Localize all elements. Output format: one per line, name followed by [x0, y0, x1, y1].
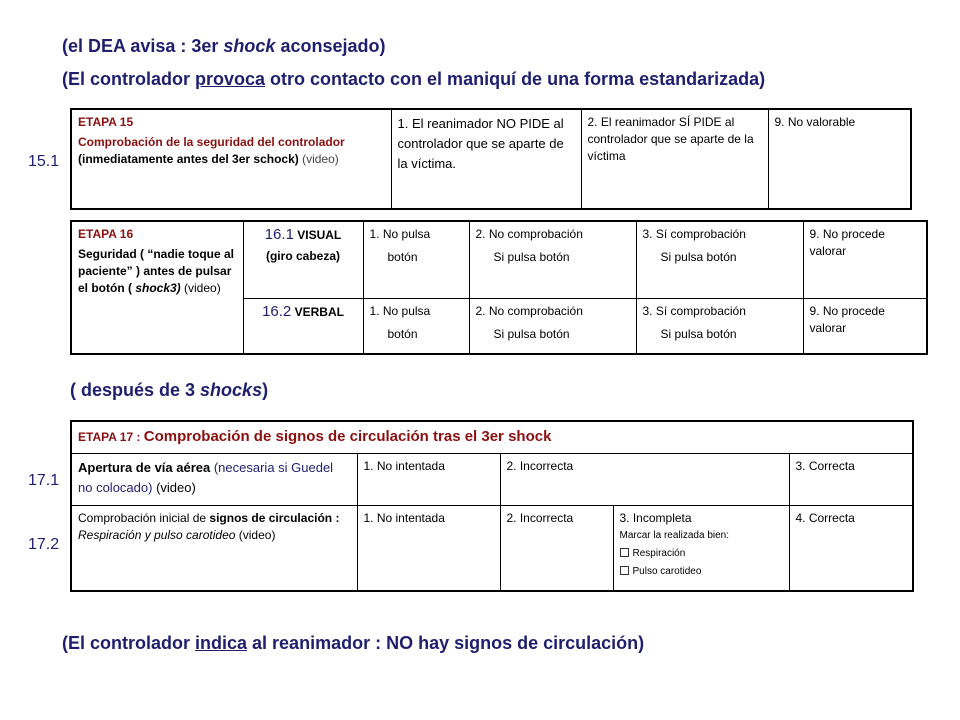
- table-row: [71, 453, 913, 505]
- etapa16-title: ETAPA 16: [78, 227, 134, 241]
- etapa17-signos-pre: Comprobación inicial de: [78, 510, 210, 525]
- etapa16-verbal-option-3a: 3. Sí comprobación: [642, 303, 746, 318]
- etapa15-desc-bold: (inmediatamente antes del 3er schock): [78, 152, 299, 166]
- heading-dea-pre: (el DEA avisa : 3er: [62, 36, 224, 56]
- etapa17-via-aerea-cell: [71, 453, 357, 505]
- etapa16-visual-label: VISUAL: [293, 228, 342, 242]
- etapa17-check-respiracion: [620, 547, 783, 561]
- etapa16-visual-option-1a: 1. No pulsa: [369, 227, 431, 241]
- etapa16-verbal-number: 16.2: [262, 302, 292, 320]
- heading-contacto: [62, 69, 765, 90]
- etapa17-signos-option-4: 4. Correcta: [789, 505, 913, 591]
- etapa15-desc-cell: [71, 109, 391, 209]
- etapa17-signos-cell: [71, 505, 357, 591]
- etapa17-title-main: Comprobación de signos de circulación tras el 3er shock: [143, 428, 552, 446]
- etapa16-desc-cell: [71, 221, 243, 354]
- etapa16-visual-option-9: 9. No procede valorar: [803, 221, 927, 298]
- etapa16-verbal-option-3b: Si pulsa botón: [660, 326, 737, 341]
- etapa15-option-9: 9. No valorable: [768, 109, 911, 209]
- etapa16-visual-option-1b: botón: [387, 250, 418, 264]
- etapa16-verbal-option-1b: botón: [387, 326, 418, 341]
- etapa17-via-aerea-video: (video): [152, 479, 196, 495]
- table-row: [71, 421, 913, 453]
- etapa17-signos-em: Respiración y pulso carotideo: [78, 527, 236, 542]
- etapa16-verbal-option-1a: 1. No pulsa: [369, 303, 431, 318]
- etapa17-signos-option-2: 2. Incorrecta: [500, 505, 613, 591]
- table-etapa-16: [70, 220, 928, 355]
- etapa16-verbal-option-2a: 2. No comprobación: [475, 303, 583, 318]
- etapa17-via-aerea-bold: Apertura de vía aérea: [78, 459, 211, 475]
- etapa16-verbal-option-3: [636, 298, 803, 354]
- etapa16-desc-video: (video): [180, 281, 221, 295]
- checkbox-icon: [620, 566, 629, 575]
- etapa16-visual-sub: (giro cabeza): [265, 249, 340, 263]
- etapa17-check-pulso-label: Pulso carotideo: [632, 565, 702, 577]
- etapa16-visual-option-2a: 2. No comprobación: [475, 227, 583, 241]
- etapa15-option-2: 2. El reanimador SÍ PIDE al controlador que se aparte de la víctima: [581, 109, 768, 209]
- etapa16-desc-em: shock3): [135, 281, 181, 295]
- heading-dea-post: aconsejado): [275, 36, 386, 56]
- heading-dea-aviso: [62, 36, 385, 57]
- etapa17-check-pulso: [620, 565, 783, 579]
- etapa17-title-cell: [71, 421, 913, 453]
- etapa15-title: ETAPA 15: [78, 115, 134, 129]
- etapa17-signos-bold: signos de circulación :: [209, 510, 340, 525]
- etapa17-check-respiracion-label: Respiración: [632, 547, 686, 559]
- heading-despues-post: ): [262, 380, 269, 400]
- heading-contacto-pre: (El controlador: [62, 69, 196, 89]
- etapa16-visual-cell: [243, 221, 363, 298]
- etapa16-verbal-option-1: [363, 298, 469, 354]
- etapa16-visual-number: 16.1: [264, 226, 294, 243]
- etapa17-incompleta-note: Marcar la realizada bien:: [619, 529, 729, 541]
- etapa17-via-aerea-option-3: 3. Correcta: [789, 453, 913, 505]
- etapa16-visual-option-3: [636, 221, 803, 298]
- etapa15-desc-red: Comprobación de la seguridad del controlador: [78, 135, 345, 149]
- etapa16-visual-option-3b: Si pulsa botón: [660, 250, 737, 264]
- heading-contacto-post: otro contacto con el maniquí de una forma estandarizada): [265, 69, 766, 89]
- heading-indica: [62, 633, 644, 654]
- heading-despues-em: shocks: [200, 380, 263, 400]
- side-number-15-1: 15.1: [28, 153, 60, 170]
- heading-indica-u: indica: [195, 633, 248, 653]
- etapa16-visual-option-2: [469, 221, 636, 298]
- etapa16-verbal-option-9: 9. No procede valorar: [803, 298, 927, 354]
- etapa17-signos-option-1: 1. No intentada: [357, 505, 500, 591]
- heading-indica-post: al reanimador : NO hay signos de circulación): [247, 633, 645, 653]
- heading-despues-pre: ( después de 3: [70, 380, 201, 400]
- etapa17-title-pre: ETAPA 17 :: [78, 430, 144, 445]
- etapa16-desc-pre: Seguridad ( “nadie toque al paciente” ) antes de pulsar el botón (: [78, 247, 235, 295]
- side-number-17-2: 17.2: [28, 536, 60, 553]
- side-number-17-1: 17.1: [28, 472, 60, 489]
- etapa15-option-1: 1. El reanimador NO PIDE al controlador que se aparte de la víctima.: [391, 109, 581, 209]
- table-row: [71, 505, 913, 591]
- etapa17-signos-option-3: [613, 505, 789, 591]
- etapa16-verbal-option-2b: Si pulsa botón: [493, 326, 570, 341]
- etapa16-visual-option-1: [363, 221, 469, 298]
- heading-indica-pre: (El controlador: [62, 633, 196, 653]
- etapa16-visual-option-3a: 3. Sí comprobación: [642, 227, 746, 241]
- table-etapa-17: [70, 420, 914, 592]
- etapa16-verbal-cell: [243, 298, 363, 354]
- heading-despues-shocks: [70, 380, 268, 401]
- etapa17-via-aerea-option-2: 2. Incorrecta: [500, 453, 789, 505]
- table-etapa-15: [70, 108, 912, 210]
- table-row: [71, 221, 927, 298]
- table-row: [71, 109, 911, 209]
- etapa16-visual-option-2b: Si pulsa botón: [493, 250, 570, 264]
- heading-contacto-u: provoca: [195, 69, 266, 89]
- heading-dea-em: shock: [223, 36, 276, 56]
- etapa15-desc-video: (video): [298, 152, 339, 166]
- etapa17-via-aerea-option-1: 1. No intentada: [357, 453, 500, 505]
- etapa17-via-aerea-grey: (necesaria si Guedel no colocado): [78, 459, 334, 495]
- checkbox-icon: [620, 548, 629, 557]
- etapa16-verbal-label: VERBAL: [291, 304, 344, 319]
- etapa17-signos-video: (video): [235, 527, 276, 542]
- etapa16-verbal-option-2: [469, 298, 636, 354]
- etapa17-incompleta-label: 3. Incompleta: [619, 510, 692, 525]
